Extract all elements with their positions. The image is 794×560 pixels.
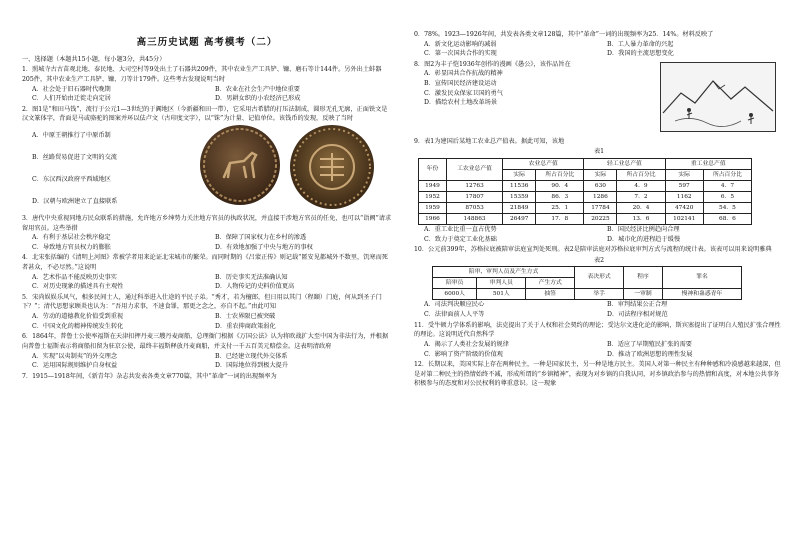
page-title: 高三历史试题 高考模考（二）	[136, 37, 278, 48]
options	[414, 300, 784, 319]
question-1	[22, 65, 392, 103]
mountain-sketch-icon	[661, 63, 775, 131]
table-row	[419, 192, 752, 203]
question-stem: 8．图2为丰子恺1936年创作的漫画《愚公》，该作品旨在	[414, 60, 571, 68]
header-judge: 审判人员	[477, 278, 526, 289]
question-12	[414, 360, 784, 389]
table-cell: 举手	[575, 289, 624, 300]
question-9	[414, 137, 784, 244]
option-d[interactable]: D．我国的主流思想变化	[607, 50, 674, 58]
table-cell: 87053	[446, 203, 502, 214]
header-year: 年份	[419, 159, 447, 181]
option-d[interactable]: D．司法程序相对规范	[607, 311, 668, 319]
option-d[interactable]: D．国际地位得到极大提升	[215, 362, 289, 370]
table-cell: 7．2	[617, 192, 665, 203]
coin-figure-row	[22, 125, 392, 213]
table-caption: 表1	[593, 148, 605, 156]
table-cell: 148863	[446, 214, 502, 225]
options	[22, 233, 392, 252]
question-4	[22, 253, 392, 291]
option-a[interactable]: A．实现“以夷制夷”的外交理念	[32, 352, 118, 360]
table-cell: 15359	[503, 192, 536, 203]
option-c[interactable]: C．东汉西汉政府平西域地区	[32, 175, 111, 183]
table-cell: 21849	[503, 203, 536, 214]
header-actual: 实际	[503, 170, 536, 181]
table-cell: 90．4	[536, 181, 584, 192]
table-cell: 47420	[665, 203, 703, 214]
table-cell: 抽签	[526, 289, 575, 300]
table-row	[419, 181, 752, 192]
option-c[interactable]: C．人们开始由迁徙走向定居	[32, 95, 111, 103]
option-a[interactable]: A．艺术作品不能反映历史事实	[32, 273, 117, 281]
option-c[interactable]: C．中国文化的精神传统发生转化	[32, 322, 124, 330]
trial-table	[432, 266, 742, 300]
question-7-continued	[414, 30, 784, 59]
table-cell: 1952	[419, 192, 447, 203]
option-b[interactable]: B．国民经济比例趋向合理	[607, 226, 680, 234]
table-cell: 17784	[584, 203, 617, 214]
header-group: 陪审、审判人员及产生方式	[433, 267, 575, 278]
table-cell: 26497	[503, 214, 536, 225]
question-stem: 9．表1为建国后某地工农业总产值表。据此可知，该地	[414, 137, 565, 145]
option-a[interactable]: A．中原王朝推行了中原币制	[32, 131, 111, 139]
question-11	[414, 321, 784, 359]
option-d[interactable]: D．汉朝与欧洲建立了直接联系	[32, 197, 118, 205]
table-cell: 68．6	[703, 214, 751, 225]
question-stem: 10．公元前399年，苏格拉底被陪审法庭宣判处死刑。表2是陪审法庭对苏格拉底审判方式与流程的统计表。该表可以用来说明雅典	[414, 246, 772, 254]
option-d[interactable]: D．描绘农村土地改革场景	[424, 99, 498, 107]
option-d[interactable]: D．重农抑商政策弱化	[215, 322, 276, 330]
header-actual: 实际	[665, 170, 703, 181]
option-b[interactable]: B．保障了国家权力在乡村的渗透	[215, 234, 307, 242]
table-cell: 630	[584, 181, 617, 192]
section-heading: 一、选择题（本题共15小题，每小题3分，共45分）	[22, 55, 166, 63]
question-stem: 3．唐代中央重视同地方民众联系的措施，允许地方乡绅势力关注地方官员的执政状况，并直接干涉地方官员的任免，也可以“诣阙”请求留用官员。这些举措	[22, 214, 392, 232]
coin-reverse-image	[290, 125, 374, 209]
header-jury: 陪审员	[433, 278, 477, 289]
option-b[interactable]: B．工人暴力革命的兴起	[607, 40, 674, 48]
header-method: 产生方式	[526, 278, 575, 289]
options	[414, 40, 784, 59]
table-cell: 1959	[419, 203, 447, 214]
option-d[interactable]: D．推动了欧洲思想的理性发展	[607, 350, 693, 358]
question-stem: 12．长期以来，美国实际上存在两种民主，一种是国家民主，另一种是地方民主。美国人对第一种民主有种种感和冷漠感越来越深，但是对第二种民主的热情始终不减，形成所谓的“乡镇精神”，表现为对乡镇的自我认同，对乡镇政治参与的热情和高度，对本地公共事务积极参与的态度和对公民权利的尊重意识。这一现象	[414, 361, 781, 388]
option-a[interactable]: A．社会处于旧石器时代晚期	[32, 85, 111, 93]
table-cell: 一审制	[624, 289, 663, 300]
option-c[interactable]: C．影响了资产阶级的价值观	[424, 350, 503, 358]
option-a[interactable]: A．新文化运动影响的减弱	[424, 40, 497, 48]
header-proc: 程序	[624, 267, 663, 289]
coin-pattern-icon	[290, 125, 374, 209]
header-pct: 所占百分比	[703, 170, 751, 181]
header-actual: 实际	[584, 170, 617, 181]
table-cell: 1162	[665, 192, 703, 203]
left-column	[22, 0, 392, 381]
table-cell: 6．5	[703, 192, 751, 203]
question-stem: 7．1915—1918年间，《新青年》杂志共发表各类文章770篇，其中“革命”一词的出现频率为	[22, 372, 277, 380]
horse-icon	[200, 125, 280, 205]
option-b[interactable]: B．审判结果公正合理	[607, 301, 668, 309]
header-charge: 罪名	[662, 267, 741, 289]
option-b[interactable]: B．已经建立现代外交体系	[215, 352, 288, 360]
option-b[interactable]: B．士农界限已被突破	[215, 313, 276, 321]
option-a[interactable]: A．有利于基层社会秩序稳定	[32, 234, 111, 242]
question-5	[22, 293, 392, 331]
question-stem: 5．宋尚娱娱乐风气，相多民间士人，通过科举进入仕途的平民子弟。“秀才，若为檀郎，但日用以其门（程颐）门庭，何从到圣子门下？”；清代思想家顾炎也认为：“吾用力求事，不速食罪，那更之念之，亦自不起。”由此可知	[22, 293, 382, 311]
option-a[interactable]: A．劳动的道德教化价值受到重视	[32, 313, 124, 321]
question-stem: 0．78%。1923—1926年间，共发表各类文章128篇，其中“革命”一词的出现频率为25．14%。材料反映了	[414, 31, 714, 38]
options	[414, 69, 656, 107]
table-cell: 6000人	[433, 289, 477, 300]
option-c[interactable]: C．激发民众保家卫国的勇气	[424, 89, 503, 97]
table-row	[433, 289, 742, 300]
option-c[interactable]: C．致力于奠定工业化基础	[424, 235, 497, 243]
table-cell: 25．1	[536, 203, 584, 214]
table-cell: 20．4	[617, 203, 665, 214]
question-stem: 6．1864年，普鲁士公使率福斯在天津扣押丹麦三艘丹麦商船，总理衙门根据《万国公法》认为将欧战扩大至中国为非法行为，并根据向普鲁士福斯表示将商船扣留为驻京公使，最终丰福斯释放丹麦商船，并支付一千五百美元赔偿金。这表明清政府	[22, 333, 389, 350]
option-b[interactable]: B．丝路贸易促进了文明的交流	[32, 153, 117, 161]
options	[414, 340, 784, 359]
table-cell: 慢神和蛊惑青年	[662, 289, 741, 300]
table-caption: 表2	[593, 256, 605, 264]
header-agri: 农业总产值	[503, 159, 584, 170]
table-row	[419, 214, 752, 225]
option-c[interactable]: C．对历史现象的描述具有主观性	[32, 283, 124, 291]
question-3	[22, 214, 392, 252]
table-cell: 4．9	[617, 181, 665, 192]
table-cell: 54．5	[703, 203, 751, 214]
question-stem: 4．北宋张括编的《清明上河图》常被学者用来论证北宋城市的繁荣。而同时期的《吕蒙正传》则记载“匿安见都城外不数里，饥寒而死者甚众，不必尽然。”这说明	[22, 254, 388, 272]
option-b[interactable]: B．宣传国民经济建设运动	[424, 80, 497, 88]
table-row	[419, 203, 752, 214]
options	[32, 125, 192, 213]
table-cell: 12763	[446, 181, 502, 192]
option-d[interactable]: D．人物传记的史料价值更高	[215, 283, 295, 291]
question-8	[414, 60, 784, 136]
option-c[interactable]: C．第一次国共合作的实现	[424, 50, 497, 58]
options	[22, 312, 392, 331]
option-a[interactable]: A．重工业比重一直占优势	[424, 226, 497, 234]
options	[22, 273, 392, 292]
header-light: 轻工业总产值	[584, 159, 665, 170]
header-pct: 所占百分比	[536, 170, 584, 181]
option-d[interactable]: D．城市化的进程趋于缓慢	[607, 235, 681, 243]
cartoon-image	[660, 62, 776, 132]
table-cell: 1966	[419, 214, 447, 225]
header-pct: 所占百分比	[617, 170, 665, 181]
option-c[interactable]: C．法律面前人人平等	[424, 311, 485, 319]
option-b[interactable]: B．历史事实无法准确认知	[215, 273, 288, 281]
question-stem: 2．图1是“和田马钱”，流行于公元1—3世纪的于阗地区（今新疆和田一带），它采用古希腊的打压法制成，圆形无孔无廓，正面铁文是汉文篆体字，背面是马或骆驼的图案并环以佉卢文（古印度文字），以“铢”为计量、记值单位。该钱币的发现，反映了当时	[22, 105, 388, 123]
table-cell: 102141	[665, 214, 703, 225]
header-heavy: 重工业总产值	[665, 159, 751, 170]
header-total: 工农业总产值	[446, 159, 502, 181]
option-c[interactable]: C．运用国际规则维护自身权益	[32, 362, 118, 370]
question-10	[414, 245, 784, 319]
question-6	[22, 332, 392, 370]
option-d[interactable]: D．有效地加强了中央与地方的事权	[215, 243, 313, 251]
table-cell: 17．8	[536, 214, 584, 225]
question-7-start	[22, 372, 392, 382]
question-stem: 11．受牛顿力学体系的影响，法克提出了关于人权和社会契约的理论；受达尔文进化论的影响，斯宾塞提出了证明白人殖民扩张合理性的理论。这说明近代自然科学	[414, 321, 781, 339]
table-cell: 17807	[446, 192, 502, 203]
output-table	[418, 158, 752, 225]
table-cell: 86．3	[536, 192, 584, 203]
options	[414, 225, 784, 244]
option-a[interactable]: A．司法判决顺应民心	[424, 301, 485, 309]
options	[22, 85, 392, 104]
coin-obverse-image	[200, 125, 280, 205]
option-b[interactable]: B．适应了早期殖民扩张的需要	[607, 340, 692, 348]
table-cell: 13．6	[617, 214, 665, 225]
table-cell: 4．7	[703, 181, 751, 192]
header-vote: 表决形式	[575, 267, 624, 289]
option-a[interactable]: A．揭示了人类社会发展的规律	[424, 340, 509, 348]
table-cell: 11536	[503, 181, 536, 192]
option-a[interactable]: A．彰显国共合作抗战的精神	[424, 70, 503, 78]
table-cell: 1949	[419, 181, 447, 192]
table-cell: 501人	[477, 289, 526, 300]
right-column	[414, 0, 784, 389]
table-cell: 20225	[584, 214, 617, 225]
table-cell: 597	[665, 181, 703, 192]
options	[22, 352, 392, 371]
option-b[interactable]: B．农业在社会生产中地位重要	[215, 85, 300, 93]
option-d[interactable]: D．男耕女织的小农经济已形成	[215, 95, 301, 103]
option-c[interactable]: C．导致地方官员权力的膨胀	[32, 243, 111, 251]
question-stem: 1．照城寺古古苗观北地、泰民地、大司空村等9处出土了石器共209件，其中农业生产工具铲、镰、磨石等计144件。另外出土蚌器205件，其中农业生产工具铲、镰、刀等计179件。这些考古发现说明当时	[22, 66, 382, 83]
question-2	[22, 105, 392, 213]
table-cell: 1286	[584, 192, 617, 203]
